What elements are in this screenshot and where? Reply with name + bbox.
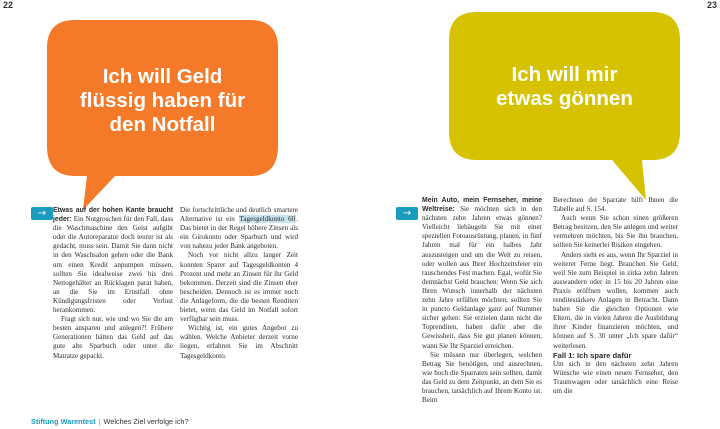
text-column-3	[422, 196, 542, 405]
footer-brand: Stiftung Warentest	[31, 417, 96, 426]
page-footer	[31, 417, 189, 426]
footer-question: Welches Ziel verfolge ich?	[103, 417, 189, 426]
lead-text: Ein Notgroschen für den Fall, dass die Waschmaschine den Geist aufgibt oder die Autoreparatur doch teurer ist als gedacht, muss sein. Damit Sie dann nicht in den Waschsalon gehen oder die Bank um einen Kredit anpumpen müssen, sollten Sie idealweise zwei bis drei Nettogehälter an Rücklagen parat haben, an die Sie im Ernstfall ohne Kündigungsfristen oder Verlust herankommen.	[53, 215, 173, 315]
speech-bubble-goennen	[447, 10, 682, 205]
text-column-2	[180, 206, 298, 361]
bubble-line: flüssig haben für	[79, 88, 246, 112]
text-run: . Das bietet in der Regel höhere Zinsen als ein Girokonto oder Sparbuch und wird von nahezu jeder Bank angeboten.	[180, 215, 298, 251]
lead-bold: Etwas auf der hohen Kante braucht jeder:	[53, 207, 173, 224]
bubble-title-goennen	[447, 10, 682, 160]
lead-bold: Mein Auto, mein Fernseher, meine Weltreise:	[422, 197, 542, 214]
paragraph	[53, 206, 173, 315]
page-number-left: 22	[3, 0, 14, 10]
paragraph: Anders sieht es aus, wenn Ihr Sparziel in weiterer Ferne liegt. Brauchen Sie Geld, weil Sie zum Beispiel in zirka zehn Jahren auswandern oder in 15 bis 20 Jahren eine Praxis eröffnen wollen, kommen auch renditestärkere Anlagen in Betracht. Dann haben Sie die gleichen Optionen wie Eltern, die in vielen Jahren die Ausbildung ihrer Kinder finanzieren möchten, und können auf S. 30 unter „Ich spare dafür“ weiterlesen.	[553, 250, 678, 350]
paragraph: Fragt sich nur, wie und wo Sie die am besten ansparen und anlegen?! Frühere Generationen hätten das Geld auf das gute alte Sparbuch oder unter die Matratze gepackt.	[53, 315, 173, 360]
paragraph: Wichtig ist, ein gutes Angebot zu wählen. Welche Anbieter derzeit vorne liegen, erfahren Sie im Abschnitt Tagesgeldkonto.	[180, 324, 298, 360]
page-number-right: 23	[706, 0, 717, 10]
paragraph	[180, 206, 298, 251]
bubble-line: etwas gönnen	[496, 87, 633, 110]
tagesgeldkonto-link[interactable]: Tagesgeldkonto 60	[239, 215, 296, 224]
arrow-right-icon: →	[396, 207, 418, 220]
text-run: Die fortschrittliche und deutlich smartere Alternative ist ein	[180, 206, 298, 224]
arrow-right-icon: →	[31, 207, 53, 220]
bubble-line: den Notfall	[109, 113, 216, 137]
speech-bubble-notfall	[45, 18, 280, 213]
subheading-fall-1: Fall 1: Ich spare dafür	[553, 350, 632, 360]
lead-text: Sie möchten sich in den nächsten zehn Jahren etwas gönnen? Vielleicht liebäugeln Sie mit einer speziellen Fotoausrüstung, planen, in fünf Jahren mal für ein halbes Jahr auszusteigen und um die Welt zu reisen, oder wollen aus Ihrer Hochzeitsfeier ein rauschendes Fest machen. Egal, wofür Sie demnächst Geld brauchen: Wenn Sie sich Ihren Wunsch innerhalb der nächsten zehn Jahre erfüllen möchten, sollten Sie in puncto Geldanlage ganz auf Nummer sicher gehen: Sie erzielen dann nicht die Toprenditen, haben dafür aber die Gewissheit, dass Sie gut planen können, wann Sie Ihr Sparziel erreichen.	[422, 205, 542, 350]
paragraph: Auch wenn Sie schon einen größeren Betrag besitzen, den Sie anlegen und weiter vermehren möchten, bis Sie ihn brauchen, sollten Sie keinerlei Risiken eingehen.	[553, 214, 678, 250]
text-column-4	[553, 196, 678, 396]
paragraph: Berechnen der Sparrate hilft Ihnen die Tabelle auf S. 154.	[553, 196, 678, 214]
bubble-line: Ich will Geld	[102, 64, 223, 88]
paragraph: Um sich in den nächsten zehn Jahren Wünsche wie einen neuen Fernseher, den Traumwagen oder tatsächlich eine Reise um die	[553, 359, 678, 395]
paragraph: Noch vor nicht allzu langer Zeit konnten Sparer auf Tagesgeldkonten 4 Prozent und mehr an Zinsen für ihr Geld bekommen. Derzeit sind die Zinsen eher bescheiden. Dennoch ist es immer noch die Anlageform, die die besten Renditen bietet, wenn das Geld im Notfall sofort verfügbar sein muss.	[180, 251, 298, 324]
text-column-1	[53, 206, 173, 361]
bubble-title-notfall	[45, 18, 280, 176]
paragraph: Sie müssen nur überlegen, welchen Betrag Sie benötigen, und ausrechnen, wie hoch die Sparraten sein sollten, damit das Geld zu dem Zeitpunkt, an dem Sie es brauchen, tatsächlich auf Ihrem Konto ist. Beim	[422, 350, 542, 405]
bubble-line: Ich will mir	[511, 62, 618, 86]
paragraph	[422, 196, 542, 351]
footer-separator: |	[98, 417, 101, 426]
